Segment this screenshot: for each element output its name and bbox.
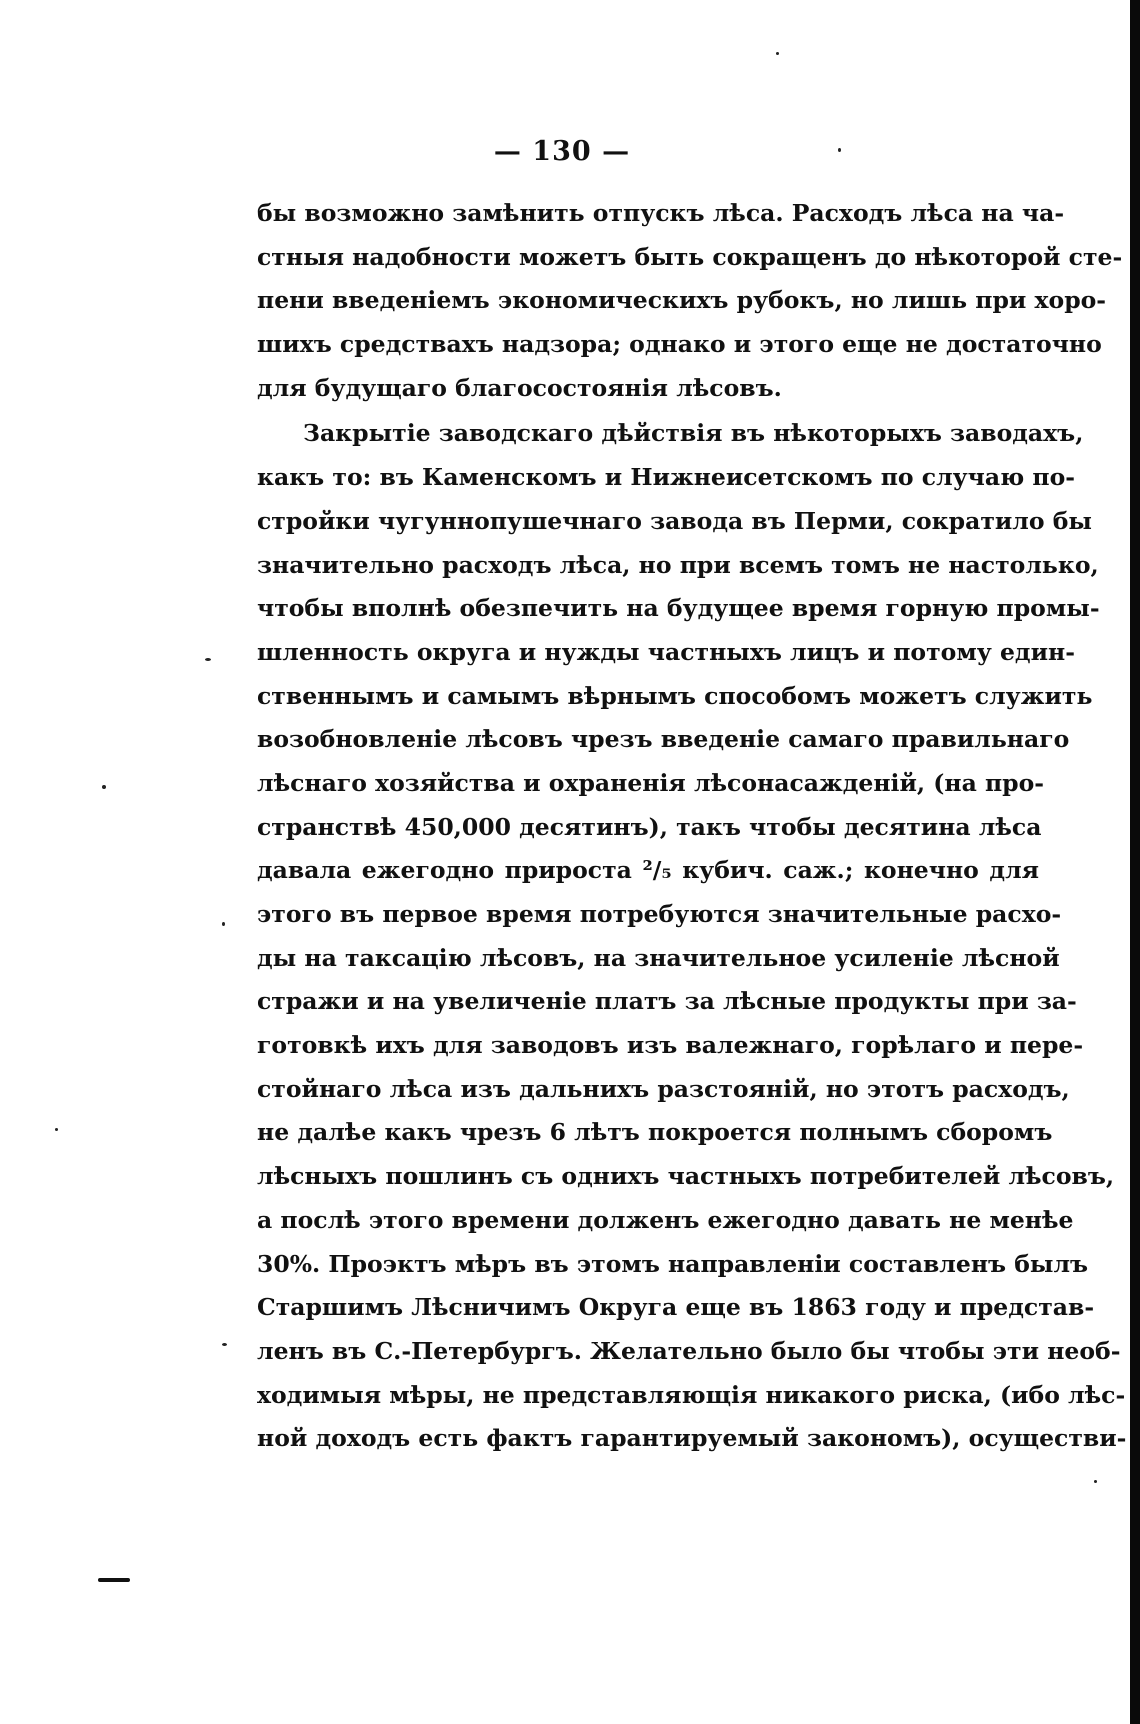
scan-speck [102,785,106,789]
text-line: возобновленіе лѣсовъ чрезъ введеніе самаго правильнаго [257,725,1070,754]
scan-speck [222,1343,227,1346]
text-line: стройки чугуннопушечнаго завода въ Перми, сократило бы [257,506,1092,535]
text-line: ленъ въ С.-Петербургъ. Желательно было бы чтобы эти необ- [257,1336,1121,1365]
text-line: для будущаго благосостоянія лѣсовъ. [257,373,782,402]
text-line: лѣснаго хозяйства и охраненія лѣсонасажденій, (на про- [257,768,1045,797]
scan-dash-mark [98,1578,130,1582]
text-line: стойнаго лѣса изъ дальнихъ разстояній, но этотъ расходъ, [257,1074,1070,1103]
text-line: странствѣ 450,000 десятинъ), такъ чтобы десятина лѣса [257,812,1042,841]
page-number: — 130 — [493,136,631,167]
text-line: ственнымъ и самымъ вѣрнымъ способомъ можетъ служить [257,681,1093,710]
scan-edge-bar [1130,0,1140,1724]
text-line: лѣсныхъ пошлинъ съ однихъ частныхъ потребителей лѣсовъ, [257,1162,1115,1191]
text-line: стныя надобности можетъ быть сокращенъ до нѣкоторой сте- [257,242,1123,271]
scan-speck [838,148,841,152]
text-line: не далѣе какъ чрезъ 6 лѣтъ покроется полнымъ сборомъ [257,1118,1053,1147]
text-line: готовкѣ ихъ для заводовъ изъ валежнаго, горѣлаго и пере- [257,1031,1084,1060]
scan-speck [1094,1480,1097,1483]
body-text [257,192,1127,1461]
text-line: бы возможно замѣнить отпускъ лѣса. Расходъ лѣса на ча- [257,199,1065,227]
text-line: пени введеніемъ экономическихъ рубокъ, но лишь при хоро- [257,286,1107,315]
text-line: ной доходъ есть фактъ гарантируемый закономъ), осуществи- [257,1424,1127,1453]
scan-speck [55,1128,58,1131]
text-line: ды на таксацію лѣсовъ, на значительное усиленіе лѣсной [257,943,1060,972]
scan-speck [205,658,211,661]
text-line: Старшимъ Лѣсничимъ Округа еще въ 1863 году и представ- [257,1293,1095,1322]
scan-speck [222,922,225,926]
text-line: значительно расходъ лѣса, но при всемъ томъ не настолько, [257,550,1099,579]
text-line: а послѣ этого времени долженъ ежегодно давать не менѣе [257,1205,1074,1234]
text-line: 30%. Проэктъ мѣръ въ этомъ направленіи составленъ былъ [257,1249,1089,1278]
text-line: ходимыя мѣры, не представляющія никакого риска, (ибо лѣс- [257,1380,1126,1409]
text-line: Закрытіе заводскаго дѣйствія въ нѣкоторыхъ заводахъ, [303,419,1084,448]
text-line: давала ежегодно прироста ²/₅ кубич. саж.; конечно для [257,856,1039,885]
text-line: какъ то: въ Каменскомъ и Нижнеисетскомъ по случаю по- [257,463,1076,492]
text-line: чтобы вполнѣ обезпечить на будущее время горную промы- [257,594,1100,623]
text-line: шихъ средствахъ надзора; однако и этого еще не достаточно [257,330,1102,359]
text-line: этого въ первое время потребуются значительные расхо- [257,900,1062,928]
scan-speck [776,52,779,55]
text-line: шленность округа и нужды частныхъ лицъ и потому един- [257,637,1075,666]
text-line: стражи и на увеличеніе платъ за лѣсные продукты при за- [257,987,1077,1016]
